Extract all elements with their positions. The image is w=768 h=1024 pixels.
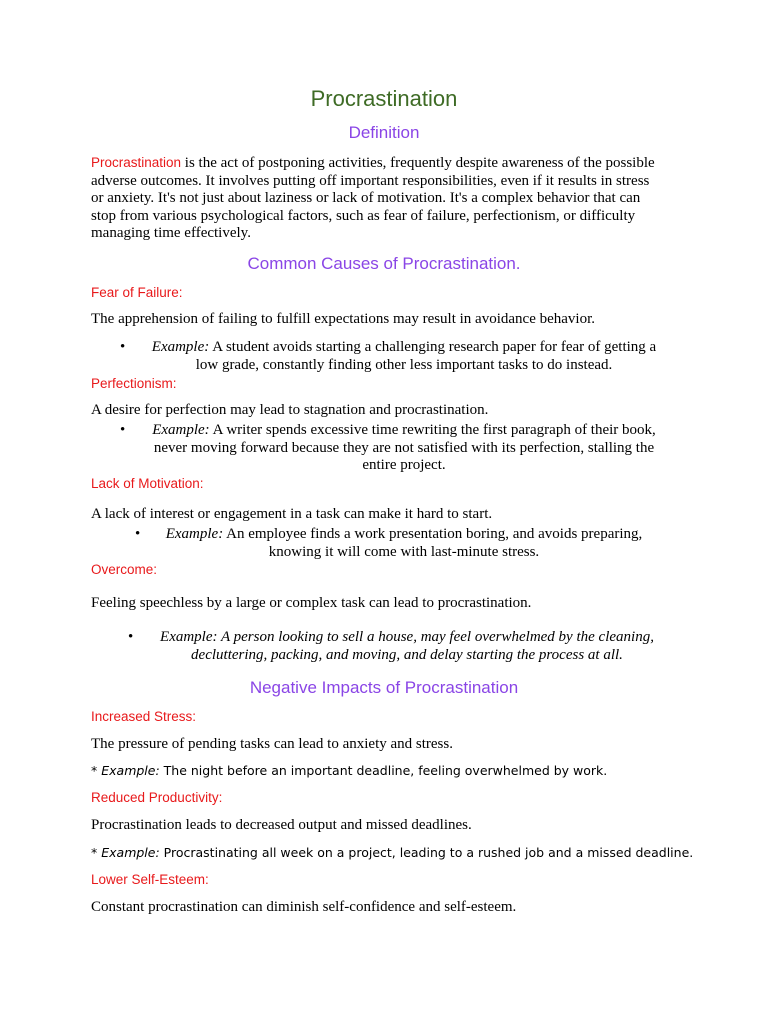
- definition-heading: Definition: [348, 123, 420, 142]
- example-line: knowing it will come with last-minute stress.: [268, 543, 540, 560]
- definition-line: managing time effectively.: [91, 225, 251, 241]
- lack-of-motivation-text: A lack of interest or engagement in a task can make it hard to start.: [91, 506, 493, 522]
- example-line: never moving forward because they are not satisfied with its perfection, stalling the: [153, 439, 655, 456]
- bullet-icon: •: [128, 629, 134, 645]
- example-asterisk: *: [91, 763, 102, 778]
- perfectionism-label: Perfectionism:: [91, 376, 177, 391]
- stress-example: [91, 763, 607, 778]
- example-line: low grade, constantly finding other less important tasks to do instead.: [195, 356, 613, 373]
- impacts-heading: Negative Impacts of Procrastination: [249, 678, 519, 697]
- bullet-icon: •: [135, 526, 141, 542]
- example-label: Example:: [101, 763, 160, 778]
- lower-self-esteem-label: Lower Self-Esteem:: [91, 872, 209, 887]
- definition-line: adverse outcomes. It involves putting off important responsibilities, even if it results in stress: [91, 172, 650, 189]
- example-text: Procrastinating all week on a project, leading to a rushed job and a missed deadline.: [159, 845, 694, 860]
- reduced-productivity-label: Reduced Productivity:: [91, 790, 223, 805]
- perfectionism-text: A desire for perfection may lead to stagnation and procrastination.: [91, 402, 489, 418]
- example-label: Example:: [151, 339, 210, 355]
- example-asterisk: *: [91, 845, 102, 860]
- overcome-label: Overcome:: [91, 562, 158, 577]
- example-line: decluttering, packing, and moving, and delay starting the process at all.: [191, 646, 623, 663]
- example-label: Example:: [101, 845, 160, 860]
- example-line: entire project.: [362, 457, 446, 473]
- lack-of-motivation-label: Lack of Motivation:: [91, 476, 204, 491]
- reduced-productivity-text: Procrastination leads to decreased output and missed deadlines.: [91, 817, 472, 833]
- example-label: Example:: [152, 422, 210, 438]
- perfectionism-example-item: [120, 422, 680, 475]
- fear-of-failure-text: The apprehension of failing to fulfill expectations may result in avoidance behavior.: [91, 311, 596, 327]
- increased-stress-text: The pressure of pending tasks can lead to anxiety and stress.: [91, 736, 453, 752]
- definition-paragraph: [91, 154, 691, 243]
- productivity-example: [91, 845, 693, 860]
- perfectionism-example-text: [134, 422, 674, 475]
- overcome-example-text: [142, 629, 672, 664]
- lower-self-esteem-text: Constant procrastination can diminish self-confidence and self-esteem.: [91, 899, 517, 915]
- fear-of-failure-label: Fear of Failure:: [91, 285, 183, 300]
- example-line: An employee finds a work presentation boring, and avoids preparing,: [223, 526, 643, 542]
- definition-line: or anxiety. It's not just about laziness or lack of motivation. It's a complex behavior that can: [91, 190, 641, 206]
- example-line: A student avoids starting a challenging research paper for fear of getting a: [209, 339, 657, 355]
- fear-example-item: [120, 339, 680, 374]
- example-text: The night before an important deadline, feeling overwhelmed by work.: [159, 763, 608, 778]
- definition-line: [91, 154, 691, 173]
- example-label: Example:: [165, 526, 224, 542]
- example-line: Example: A person looking to sell a house, may feel overwhelmed by the cleaning,: [160, 629, 654, 645]
- definition-term: Procrastination: [91, 155, 182, 170]
- causes-heading: Common Causes of Procrastination.: [247, 254, 521, 273]
- example-line: A writer spends excessive time rewriting the first paragraph of their book,: [209, 422, 656, 438]
- bullet-icon: •: [120, 422, 126, 438]
- increased-stress-label: Increased Stress:: [91, 709, 197, 724]
- definition-line-text: is the act of postponing activities, frequently despite awareness of the possible: [181, 155, 655, 171]
- motivation-example-text: [149, 526, 659, 561]
- overcome-example-item: [128, 629, 678, 664]
- fear-example-text: [134, 339, 674, 374]
- definition-line: stop from various psychological factors, such as fear of failure, perfectionism, or difficulty: [91, 207, 636, 224]
- document-title: Procrastination: [310, 86, 458, 111]
- motivation-example-item: [135, 526, 665, 561]
- overcome-text: Feeling speechless by a large or complex task can lead to procrastination.: [91, 595, 532, 611]
- bullet-icon: •: [120, 339, 126, 355]
